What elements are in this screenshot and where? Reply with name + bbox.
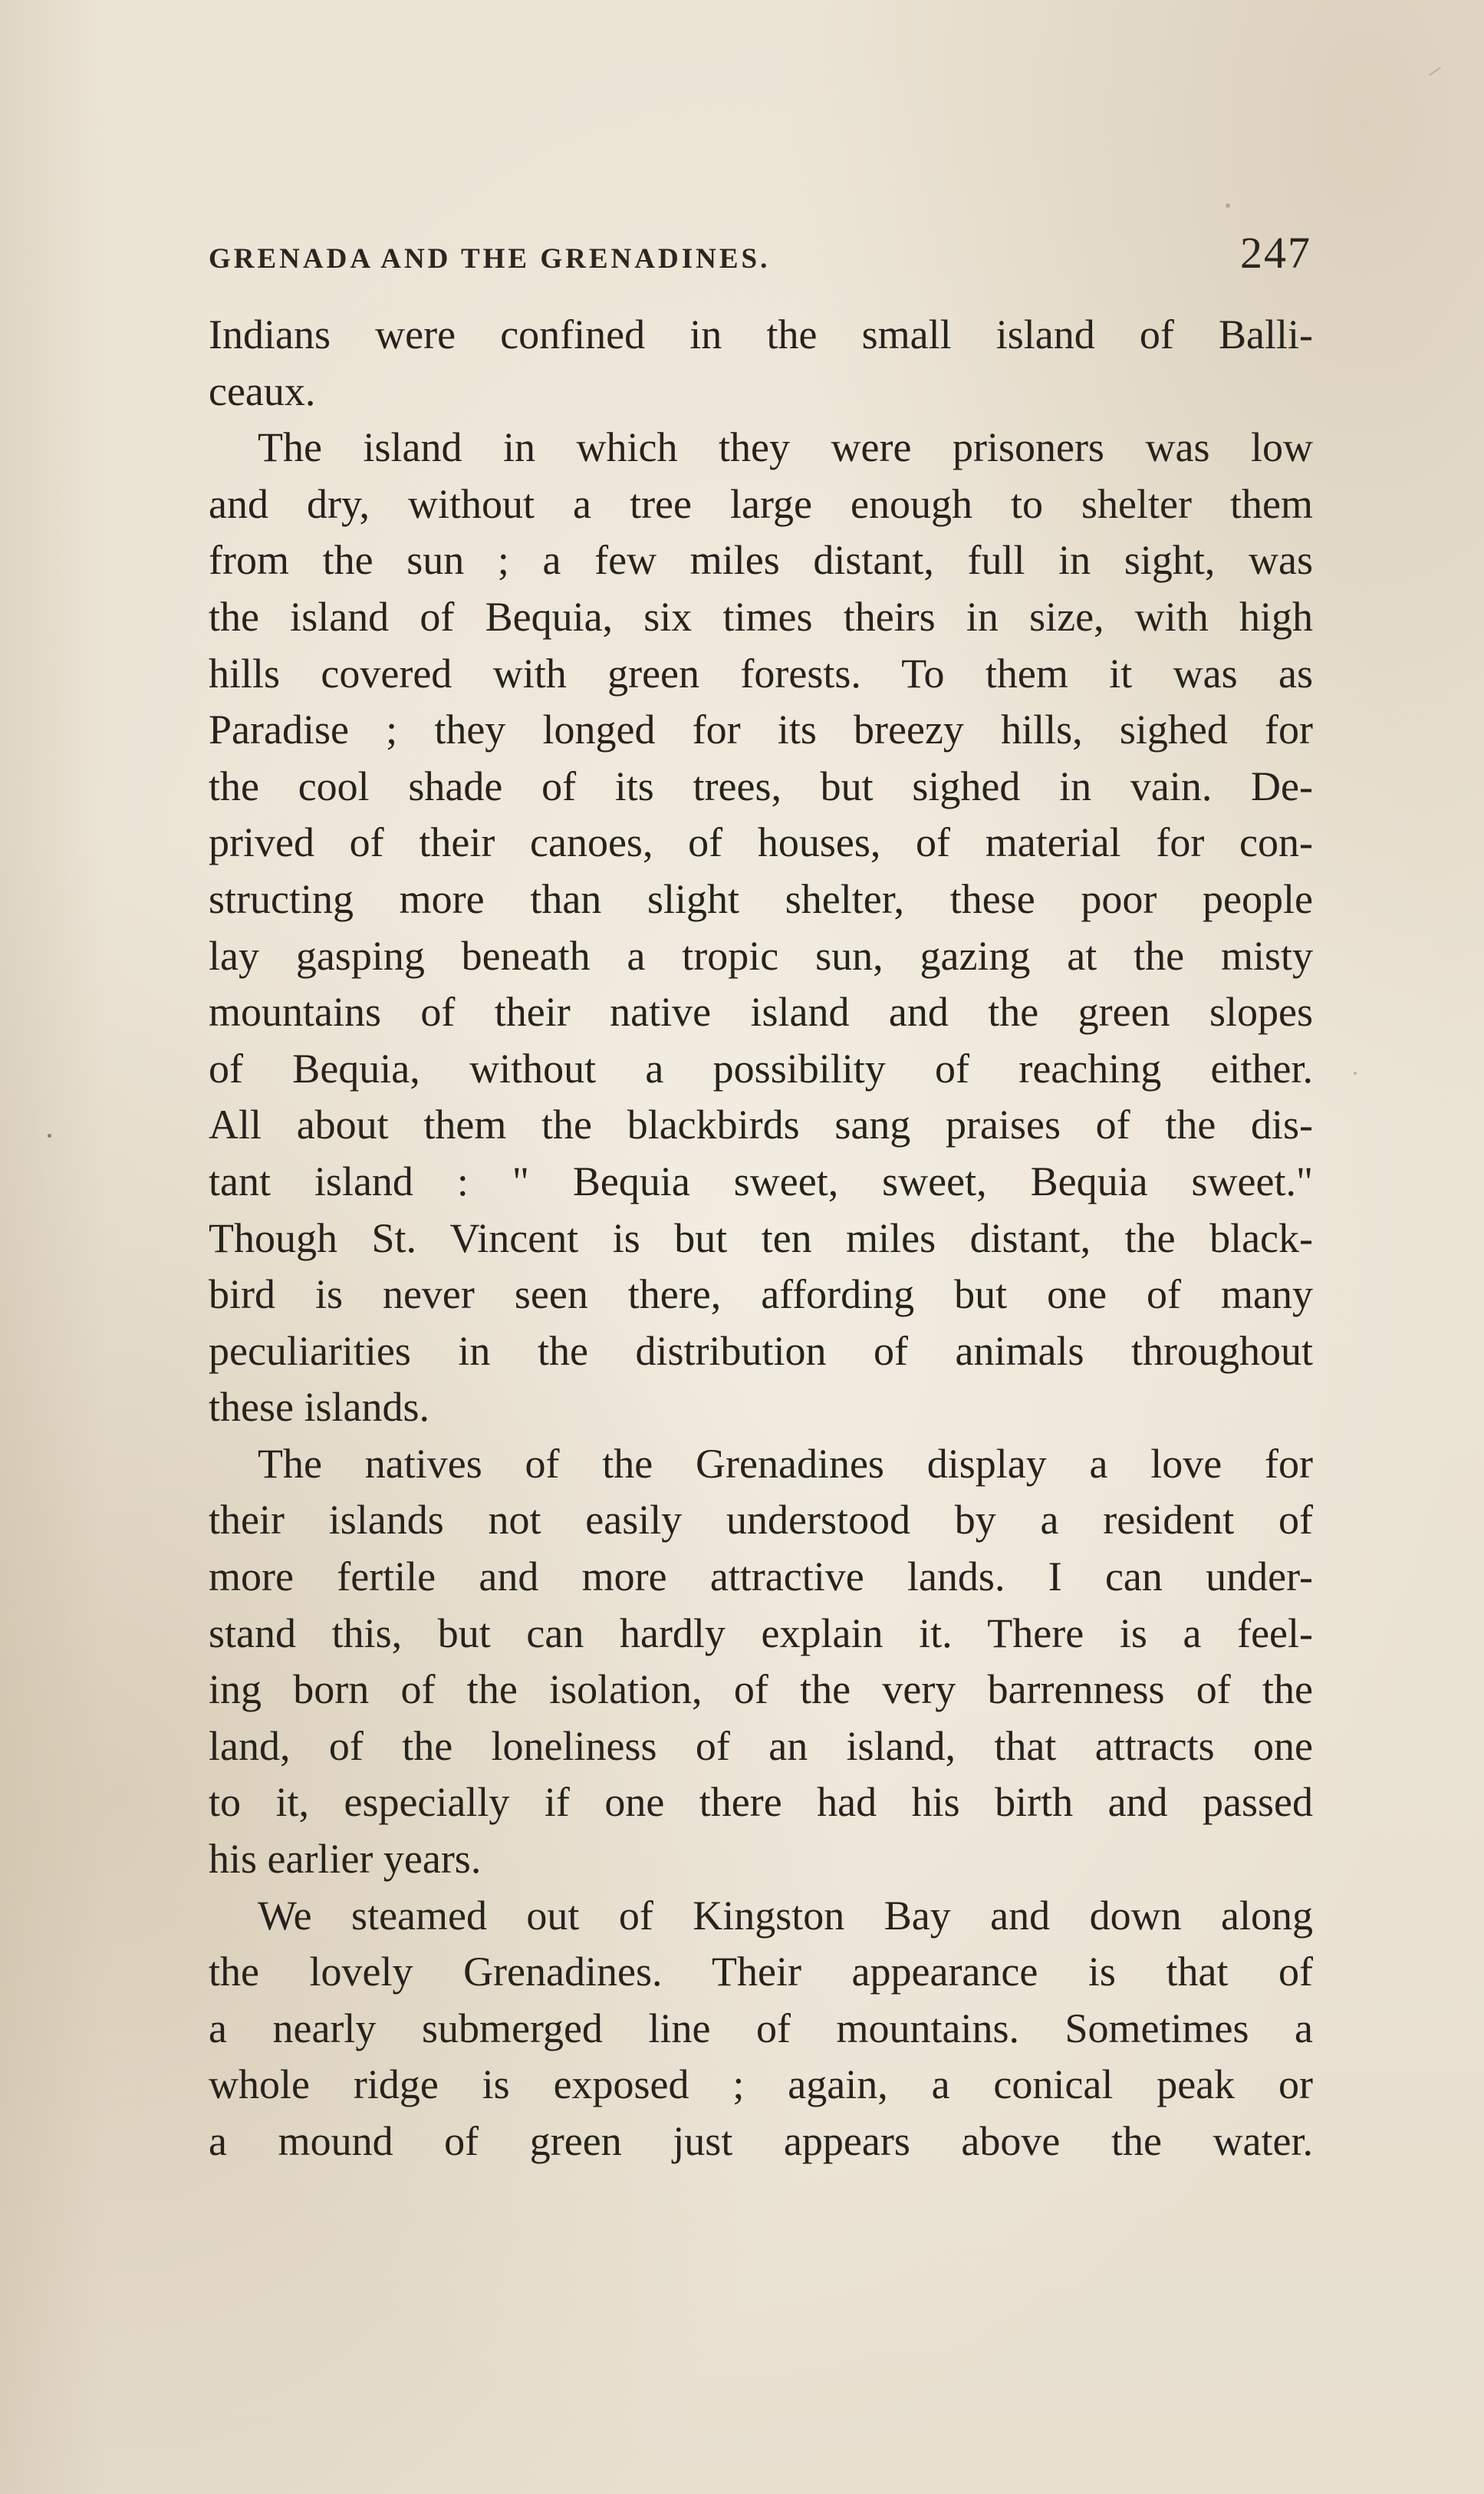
text-line: The island in which they were prisoners was low: [258, 424, 1313, 471]
running-title: GRENADA AND THE GRENADINES.: [209, 243, 771, 275]
text-line: the lovely Grenadines. Their appearance is that of: [209, 1949, 1313, 1995]
text-line: tant island : " Bequia sweet, sweet, Bequia sweet.": [209, 1158, 1313, 1204]
text-line: of Bequia, without a possibility of reaching either.: [209, 1045, 1313, 1092]
text-line: Though St. Vincent is but ten miles distant, the black-: [209, 1214, 1313, 1261]
text-line: stand this, but can hardly explain it. There is a feel-: [209, 1609, 1313, 1656]
text-line: the cool shade of its trees, but sighed in vain. De-: [209, 763, 1313, 809]
text-line: from the sun ; a few miles distant, full in sight, was: [209, 537, 1313, 584]
print-speck: [1226, 203, 1230, 208]
text-line: ing born of the isolation, of the very barrenness of the: [209, 1666, 1313, 1713]
page-number: 247: [1240, 228, 1311, 278]
text-line: bird is never seen there, affording but one of many: [209, 1271, 1313, 1318]
print-speck: [1354, 1072, 1357, 1075]
text-line: prived of their canoes, of houses, of material for con-: [209, 819, 1313, 866]
text-line: structing more than slight shelter, these poor people: [209, 875, 1313, 922]
text-line: these islands.: [209, 1384, 429, 1431]
text-line: land, of the loneliness of an island, that attracts one: [209, 1722, 1313, 1769]
text-line: lay gasping beneath a tropic sun, gazing at the misty: [209, 932, 1313, 979]
text-line: hills covered with green forests. To them it was as: [209, 650, 1313, 697]
text-line: more fertile and more attractive lands. I can under-: [209, 1553, 1313, 1600]
text-line: his earlier years.: [209, 1836, 482, 1883]
text-line: mountains of their native island and the green slopes: [209, 989, 1313, 1036]
text-line: and dry, without a tree large enough to shelter them: [209, 480, 1313, 527]
text-line: We steamed out of Kingston Bay and down along: [258, 1892, 1313, 1939]
text-line: All about them the blackbirds sang praises of the dis-: [209, 1102, 1313, 1148]
print-speck: [1429, 67, 1441, 76]
text-line: ceaux.: [209, 367, 316, 414]
text-line: peculiarities in the distribution of animals throughout: [209, 1327, 1313, 1374]
text-line: a nearly submerged line of mountains. Sometimes a: [209, 2005, 1313, 2051]
text-line: their islands not easily understood by a resident of: [209, 1497, 1313, 1544]
page-gutter-shading: [0, 0, 107, 2494]
running-header: [209, 227, 1311, 281]
text-line: whole ridge is exposed ; again, a conical peak or: [209, 2061, 1313, 2108]
text-line: The natives of the Grenadines display a love for: [258, 1440, 1313, 1487]
body-text: [209, 307, 1313, 2170]
text-line: Indians were confined in the small island of Balli-: [209, 311, 1313, 357]
print-speck: [48, 1134, 51, 1138]
text-line: the island of Bequia, six times theirs in size, with high: [209, 593, 1313, 640]
text-line: Paradise ; they longed for its breezy hills, sighed for: [209, 707, 1313, 753]
text-line: to it, especially if one there had his birth and passed: [209, 1779, 1313, 1826]
text-line: a mound of green just appears above the water.: [209, 2118, 1313, 2164]
